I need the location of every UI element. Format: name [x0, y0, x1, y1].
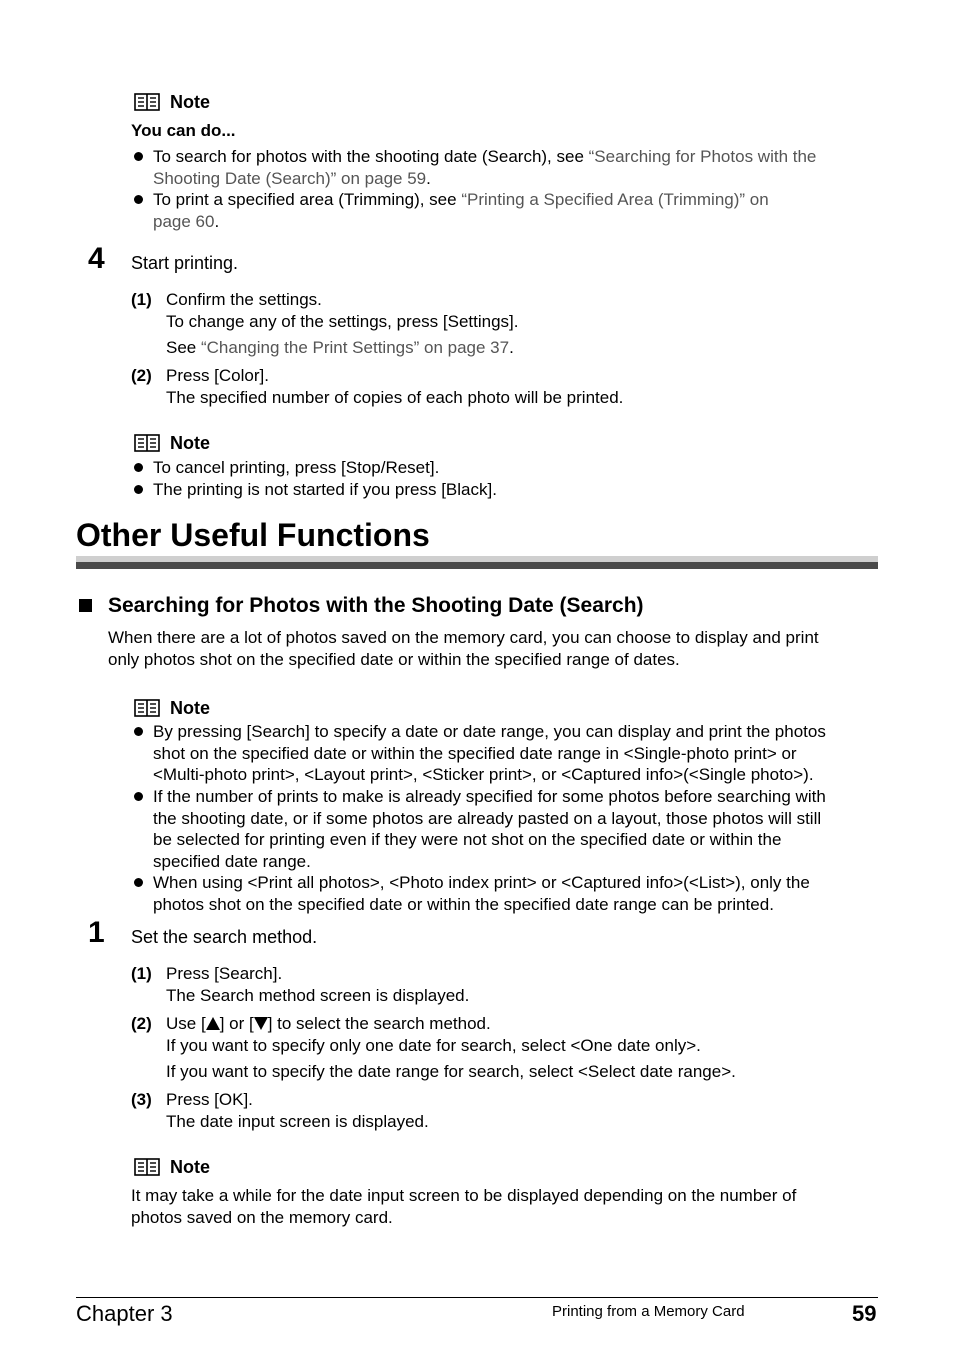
note-heading [134, 696, 210, 720]
note-bullet-text: By pressing [Search] to specify a date or date range, you can display and print the photos [153, 722, 826, 741]
see-text: See [166, 338, 201, 357]
substep-text: To change any of the settings, press [Settings]. [166, 312, 519, 331]
note-bullet-text: If the number of prints to make is already specified for some photos before searching with [153, 787, 826, 806]
note-bullet-text [153, 146, 816, 168]
down-arrow-button-icon [254, 1017, 268, 1030]
intro-text: When there are a lot of photos saved on the memory card, you can choose to display and print [108, 628, 819, 647]
note-text: It may take a while for the date input screen to be displayed depending on the number of [131, 1186, 797, 1205]
bullet-dot [134, 878, 143, 887]
cross-reference-link[interactable]: “Changing the Print Settings” on page 37 [200, 338, 510, 357]
note-bullet-text: <Multi-photo print>, <Layout print>, <Sticker print>, or <Captured info>(<Single photo>). [153, 765, 814, 784]
bullet-dot [134, 727, 143, 736]
note-bullet-text: specified date range. [153, 852, 311, 871]
note-bullet-text [153, 168, 431, 190]
step-title: Start printing. [131, 253, 239, 273]
substep-number: (2) [131, 1014, 152, 1033]
bullet-dot [134, 463, 143, 472]
note-bullet-text: The printing is not started if you press [Black]. [153, 480, 497, 499]
book-note-icon [134, 434, 160, 452]
or-text: ] or [ [219, 1014, 254, 1033]
cross-reference-link[interactable]: “Searching for Photos with the [588, 147, 817, 166]
note-label: Note [170, 697, 210, 718]
step-title: Set the search method. [131, 927, 318, 947]
note-bullet-text: be selected for printing even if they were not shot on the specified date or within the [153, 830, 782, 849]
note-text: photos saved on the memory card. [131, 1208, 393, 1227]
substep-text: If you want to specify only one date for search, select <One date only>. [166, 1036, 701, 1055]
step-number: 1 [88, 916, 105, 949]
footer-title: Printing from a Memory Card [552, 1303, 745, 1320]
note-heading [134, 1155, 210, 1179]
note-bullet-text: To cancel printing, press [Stop/Reset]. [153, 458, 440, 477]
use-text: Use [ [166, 1014, 206, 1033]
substep-text: The date input screen is displayed. [166, 1112, 429, 1131]
substep-number: (1) [131, 290, 152, 309]
note-heading [134, 90, 210, 114]
square-bullet-icon [79, 599, 92, 612]
period: . [509, 338, 514, 357]
note-bullet-text: shot on the specified date or within the specified date range in <Single-photo print> or [153, 744, 797, 763]
cross-reference-link[interactable]: page 60 [153, 212, 215, 231]
book-note-icon [134, 93, 160, 111]
note-heading [134, 431, 210, 455]
instruction-text: ] to select the search method. [267, 1014, 491, 1033]
note-bullet-text: the shooting date, or if some photos are already pasted on a layout, those photos will still [153, 809, 822, 828]
note-bullet-text: photos shot on the specified date or within the specified date range can be printed. [153, 895, 774, 914]
section-title: Other Useful Functions [76, 517, 430, 553]
substep-text: If you want to specify the date range for search, select <Select date range>. [166, 1062, 736, 1081]
substep-text: Press [Search]. [166, 964, 283, 983]
substep-text: The Search method screen is displayed. [166, 986, 470, 1005]
note-subheading: You can do... [131, 121, 236, 140]
period: . [426, 169, 431, 188]
period: . [214, 212, 220, 231]
note-text: To search for photos with the shooting date (Search), see [153, 147, 589, 166]
cross-reference-link[interactable]: Shooting Date (Search)” on page 59 [153, 169, 427, 188]
footer-rule [76, 1297, 878, 1298]
note-label: Note [170, 432, 210, 453]
cross-reference-link[interactable]: “Printing a Specified Area (Trimming)” on [461, 190, 769, 209]
up-arrow-button-icon [206, 1017, 220, 1030]
substep-text: Press [Color]. [166, 366, 269, 385]
note-bullet-text: When using <Print all photos>, <Photo index print> or <Captured info>(<List>), only the [153, 873, 810, 892]
substep-number: (1) [131, 964, 152, 983]
note-label: Note [170, 1156, 210, 1177]
book-note-icon [134, 699, 160, 717]
book-note-icon [134, 1158, 160, 1176]
note-text: To print a specified area (Trimming), see [153, 190, 462, 209]
bullet-dot [134, 792, 143, 801]
substep-number: (2) [131, 366, 152, 385]
note-bullet-text [153, 211, 219, 233]
subsection-title: Searching for Photos with the Shooting Date (Search) [108, 594, 644, 617]
substep-text [166, 337, 514, 359]
substep-number: (3) [131, 1090, 152, 1109]
bullet-dot [134, 485, 143, 494]
note-bullet-text [153, 189, 769, 211]
bullet-dot [134, 195, 143, 204]
section-rule-dark [76, 562, 878, 569]
substep-text: The specified number of copies of each photo will be printed. [166, 388, 624, 407]
footer-chapter: Chapter 3 [76, 1301, 173, 1326]
substep-text [166, 1013, 491, 1035]
substep-text: Press [OK]. [166, 1090, 253, 1109]
page-number: 59 [852, 1301, 877, 1326]
bullet-dot [134, 152, 143, 161]
substep-text: Confirm the settings. [166, 290, 322, 309]
step-number: 4 [88, 242, 105, 275]
intro-text: only photos shot on the specified date or within the specified range of dates. [108, 650, 680, 669]
note-label: Note [170, 91, 210, 112]
